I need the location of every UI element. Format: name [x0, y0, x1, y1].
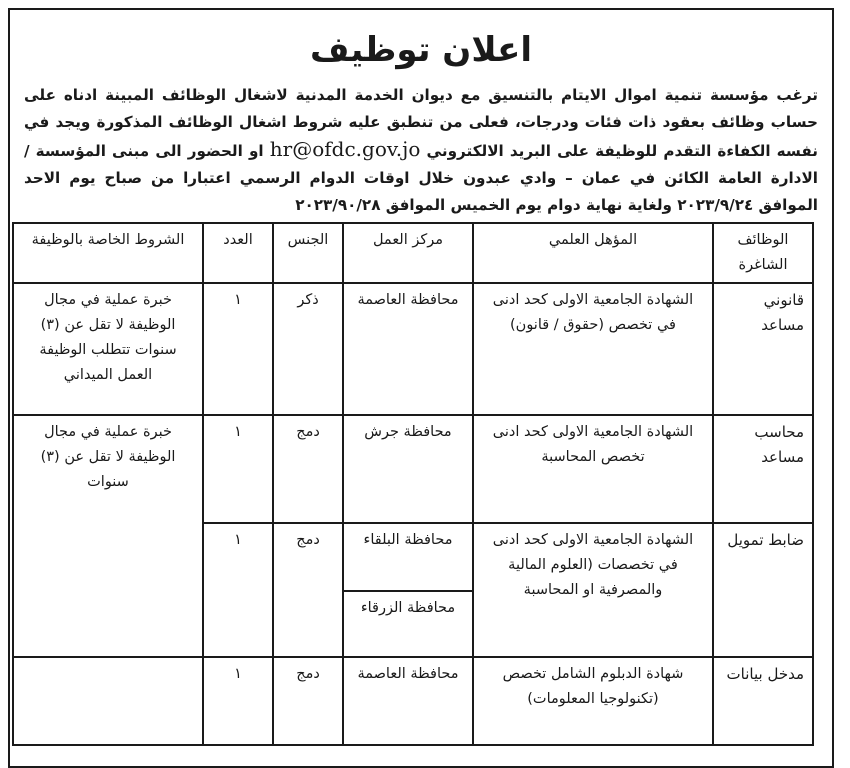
- header-qualification: المؤهل العلمي: [473, 223, 713, 283]
- cell-location: محافظة الزرقاء: [343, 591, 473, 657]
- cell-job: ضابط تمويل: [713, 523, 813, 657]
- cell-job: مدخل بيانات: [713, 657, 813, 745]
- header-gender: الجنس: [273, 223, 343, 283]
- header-job: الوظائف الشاغرة: [713, 223, 813, 283]
- cell-location: محافظة جرش: [343, 415, 473, 523]
- cell-conditions: خبرة عملية في مجال الوظيفة لا تقل عن (٣) سنوات: [13, 415, 203, 657]
- cell-job: قانوني مساعد: [713, 283, 813, 415]
- table-row: [13, 415, 813, 523]
- jobs-table: [12, 222, 814, 746]
- cell-conditions: خبرة عملية في مجال الوظيفة لا تقل عن (٣) سنوات تتطلب الوظيفة العمل الميداني: [13, 283, 203, 415]
- cell-qualification: شهادة الدبلوم الشامل تخصص (تكنولوجيا المعلومات): [473, 657, 713, 745]
- table-row: [13, 283, 813, 415]
- cell-count: ١: [203, 523, 273, 657]
- cell-gender: دمج: [273, 657, 343, 745]
- email-address[interactable]: hr@ofdc.gov.jo: [269, 137, 421, 161]
- intro-paragraph: [10, 76, 832, 219]
- header-location: مركز العمل: [343, 223, 473, 283]
- cell-count: ١: [203, 657, 273, 745]
- cell-qualification: الشهادة الجامعية الاولى كحد ادنى في تخصص (حقوق / قانون): [473, 283, 713, 415]
- header-conditions: الشروط الخاصة بالوظيفة: [13, 223, 203, 283]
- header-count: العدد: [203, 223, 273, 283]
- cell-count: ١: [203, 415, 273, 523]
- table-header-row: [13, 223, 813, 283]
- cell-gender: ذكر: [273, 283, 343, 415]
- table-row: [13, 657, 813, 745]
- cell-location: محافظة البلقاء: [343, 523, 473, 591]
- cell-gender: دمج: [273, 415, 343, 523]
- cell-job: محاسب مساعد: [713, 415, 813, 523]
- intro-text-part-1: ترغب مؤسسة تنمية اموال الايتام بالتنسيق مع ديوان الخدمة المدنية لاشغال الوظائف المبينة ادناه على حساب وظائف بعقود ذات فئات ودرجات، فعلى من تنطبق عليه شروط اشغال الوظائف المذكورة ويجد في نفسه الكفاءة التقدم للوظيفة على البريد الالكتروني: [24, 86, 818, 160]
- cell-qualification: الشهادة الجامعية الاولى كحد ادنى في تخصصات (العلوم المالية والمصرفية او المحاسبة: [473, 523, 713, 657]
- cell-location: محافظة العاصمة: [343, 657, 473, 745]
- cell-qualification: الشهادة الجامعية الاولى كحد ادنى تخصص المحاسبة: [473, 415, 713, 523]
- cell-count: ١: [203, 283, 273, 415]
- cell-gender: دمج: [273, 523, 343, 657]
- intro-text-part-2: او الحضور الى مبنى المؤسسة / الادارة العامة الكائن في عمان – وادي عبدون خلال اوقات الدوام الرسمي اعتبارا من صباح يوم الاحد الموافق ٢٠٢٣/٩/٢٤ ولغاية نهاية دوام يوم الخميس الموافق ٢٠٢٣/٩٠/٢٨: [24, 142, 818, 214]
- ad-title: اعلان توظيف: [309, 30, 533, 70]
- cell-conditions: [13, 657, 203, 745]
- cell-location: محافظة العاصمة: [343, 283, 473, 415]
